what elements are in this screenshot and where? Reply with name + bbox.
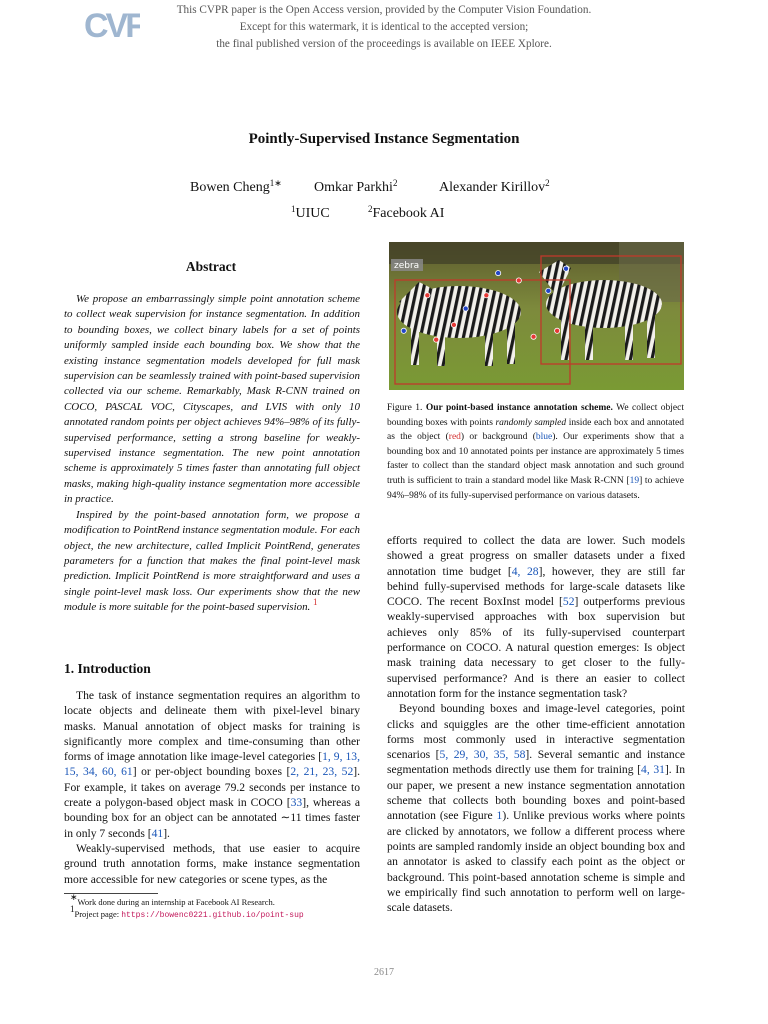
cvf-logo-text: CVF — [84, 7, 140, 42]
background-point — [496, 270, 501, 275]
object-point — [555, 328, 560, 333]
object-point — [516, 278, 521, 283]
caption-bold: Our point-based instance annotation scheme. — [425, 403, 613, 413]
cvf-logo-icon — [84, 6, 140, 42]
abstract-paragraph-2-text: Inspired by the point-based annotation form, we propose a modification to PointRend instance segmentation module. For each object, the new architecture, called Implicit PointRend, generates parameters for a function that makes the final point-level mask prediction. Implicit PointRend is more straightforward and uses a single point-level mask loss. Our experiments show that the new module is more suitable for the point-based supervision. — [64, 508, 360, 614]
citation-link[interactable]: 4, 31 — [641, 763, 665, 777]
abstract-footnote-link[interactable]: 1 — [313, 597, 318, 608]
affiliation-sup: 1 — [291, 204, 296, 214]
watermark-line-2: Except for this watermark, it is identical to the accepted version; — [239, 21, 529, 33]
abstract-heading: Abstract — [185, 259, 237, 274]
figure-1-caption — [387, 401, 684, 503]
watermark-line-1: This CVPR paper is the Open Access version, provided by the Computer Vision Foundation. — [176, 4, 592, 16]
cvf-logo — [84, 6, 140, 47]
project-page-link[interactable]: https://bowenc0221.github.io/point-sup — [121, 911, 304, 921]
caption-blue: blue — [535, 432, 553, 443]
object-point — [425, 293, 430, 298]
citation-link[interactable]: 19 — [629, 475, 640, 486]
author-name: Alexander Kirillov — [439, 180, 546, 195]
footnote-1 — [70, 892, 370, 908]
footnote-rule — [64, 893, 158, 894]
background-point — [463, 306, 468, 311]
footnote-mark: 1 — [70, 904, 75, 915]
citation-link[interactable]: 41 — [151, 826, 164, 840]
text-run: ) or background ( — [460, 432, 536, 443]
author-2 — [314, 180, 397, 196]
object-point — [484, 293, 489, 298]
intro-body — [64, 688, 360, 887]
author-name: Bowen Cheng — [190, 180, 270, 195]
intro-paragraph-2: Weakly-supervised methods, that use easier to acquire ground truth annotation forms, make instance segmentation more accessible for new categories or scene types, as the — [64, 841, 360, 886]
background-point — [401, 328, 406, 333]
affiliation-sup: 2 — [368, 204, 373, 214]
figure-label: Figure 1. — [387, 403, 423, 413]
figure-link[interactable]: 1 — [496, 809, 503, 823]
abstract-paragraph-2 — [64, 508, 360, 616]
object-point — [451, 322, 456, 327]
text-run: ] outperforms previous weakly-supervised approaches with box supervision but achieves only 85% of its fully-supervised counterpart performance on COCO. A natural question emerges: Is object mask training data necessary to get closer to the fully-supervised performance? And is there an easier to collect annotation form for the instance segmentation task? — [387, 595, 685, 700]
citation-link[interactable]: 1, 9, 13, 15, 34, 60, 61 — [64, 750, 360, 779]
author-sup: 2 — [392, 178, 398, 188]
author-3 — [439, 180, 550, 196]
text-run: ). Our experiments show that a bounding box and 10 annotated points per instance are approximately 5 times faster to collect than the standard object mask annotation and such ground truth is sufficient to train a standard model like Mask R-CNN [ — [387, 432, 684, 486]
background-point — [563, 266, 568, 271]
affiliation-1 — [291, 206, 330, 222]
text-run: ], whereas a bounding box for an object can be annotated ∼11 times faster in only 7 seconds [ — [64, 796, 360, 840]
citation-link[interactable]: 5, 29, 30, 35, 58 — [439, 748, 526, 762]
citation-link[interactable]: 2, 21, 23, 52 — [290, 765, 354, 779]
text-run: ] or per-object bounding boxes [ — [132, 765, 291, 779]
citation-link[interactable]: 52 — [562, 595, 575, 609]
intro-paragraph-1 — [64, 688, 360, 841]
watermark-line-3: the final published version of the proceedings is available on IEEE Xplore. — [216, 38, 552, 50]
author-sup: 2 — [545, 178, 550, 188]
footnote-mark: ∗ — [70, 892, 78, 902]
affiliation-2 — [368, 206, 444, 222]
footnote-2 — [70, 904, 370, 922]
object-point — [531, 334, 536, 339]
text-run: ]. For example, it takes on average 79.2 seconds per instance to create a polygon-based object mask in COCO [ — [64, 765, 361, 810]
affiliation-name: UIUC — [295, 206, 330, 221]
paper-title: Pointly-Supervised Instance Segmentation — [248, 131, 520, 147]
footnote-text: Project page: — [74, 909, 122, 920]
text-run: efforts required to collect the data are lower. Such models showed a great progress on smaller datasets under a fixed annotation time budget [ — [387, 534, 685, 578]
text-run: The task of instance segmentation requires an algorithm to locate objects and delineate them with pixel-level binary masks. Manual annotation of object masks for training is significantly more complex and time-consuming than other forms of image annotation like image-level categories [ — [64, 689, 360, 764]
page-number: 2617 — [374, 967, 394, 978]
text-run: ]. — [163, 826, 170, 840]
footnotes — [70, 892, 370, 923]
zebra-label: zebra — [394, 261, 420, 271]
text-run: ). Unlike previous works where points are clicked by annotators, we follow a different process where points are sampled randomly inside an object bounding box and an annotator is asked to classify each point as the object or background. This point-based annotation scheme is simple and we empirically find such annotation to perform well on large-scale datasets. — [387, 809, 685, 915]
text-run: We collect object bounding boxes with points — [387, 403, 685, 428]
abstract-paragraph-1: We propose an embarrassingly simple point annotation scheme to collect weak supervision for instance segmentation. In addition to bounding boxes, we collect binary labels for a set of points uniformly sampled inside each bounding box. We show that the existing instance segmentation models developed for full mask supervision can be seamlessly trained with point-based supervision collected via our scheme. Remarkably, Mask R-CNN trained on COCO, PASCAL VOC, Cityscapes, and LVIS with only 10 annotated random points per object achieves 94%–98% of its fully-supervised performance, setting a strong baseline for weakly-supervised instance segmentation. The new point annotation scheme is approximately 5 times faster than annotating full object masks, making high-quality instance segmentation more accessible in practice. — [64, 293, 360, 506]
author-sup: 1∗ — [269, 178, 282, 188]
text-run: ], however, they are still far behind fully-supervised methods for large-scale datasets like COCO. The recent BoxInst model [ — [387, 564, 686, 609]
author-name: Omkar Parkhi — [314, 180, 393, 195]
object-point — [434, 337, 439, 342]
footnote-text: Work done during an internship at Facebook AI Research. — [77, 897, 275, 907]
text-run: ]. Several semantic and instance segmentation methods directly use them for training [ — [387, 748, 685, 777]
citation-link[interactable]: 33 — [290, 796, 303, 810]
caption-italic: randomly sampled — [495, 417, 567, 428]
figure-1-image — [389, 242, 684, 390]
text-run: inside each box and annotated as the object ( — [387, 417, 684, 443]
right-paragraph-1 — [387, 533, 685, 701]
right-column-body — [387, 533, 685, 915]
intro-heading: 1. Introduction — [64, 661, 151, 676]
citation-link[interactable]: 4, 28 — [511, 564, 539, 578]
background-point — [546, 288, 551, 293]
zebra-photo — [389, 242, 684, 390]
text-run: Beyond bounding boxes and image-level categories, point clicks and squiggles are the other time-efficient annotation forms most commonly used in interactive segmentation scenarios [ — [387, 702, 685, 762]
text-run: ]. In our paper, we present a new instance segmentation annotation scheme that collects both bounding boxes and point-based annotation (see Figure — [387, 763, 685, 823]
abstract-body — [64, 292, 360, 616]
right-paragraph-2 — [387, 701, 685, 915]
affiliation-name: Facebook AI — [372, 206, 445, 221]
author-1 — [190, 180, 282, 196]
caption-red: red — [448, 432, 461, 443]
text-run: ] to achieve 94%–98% of its fully-supervised performance on various datasets. — [387, 475, 684, 501]
